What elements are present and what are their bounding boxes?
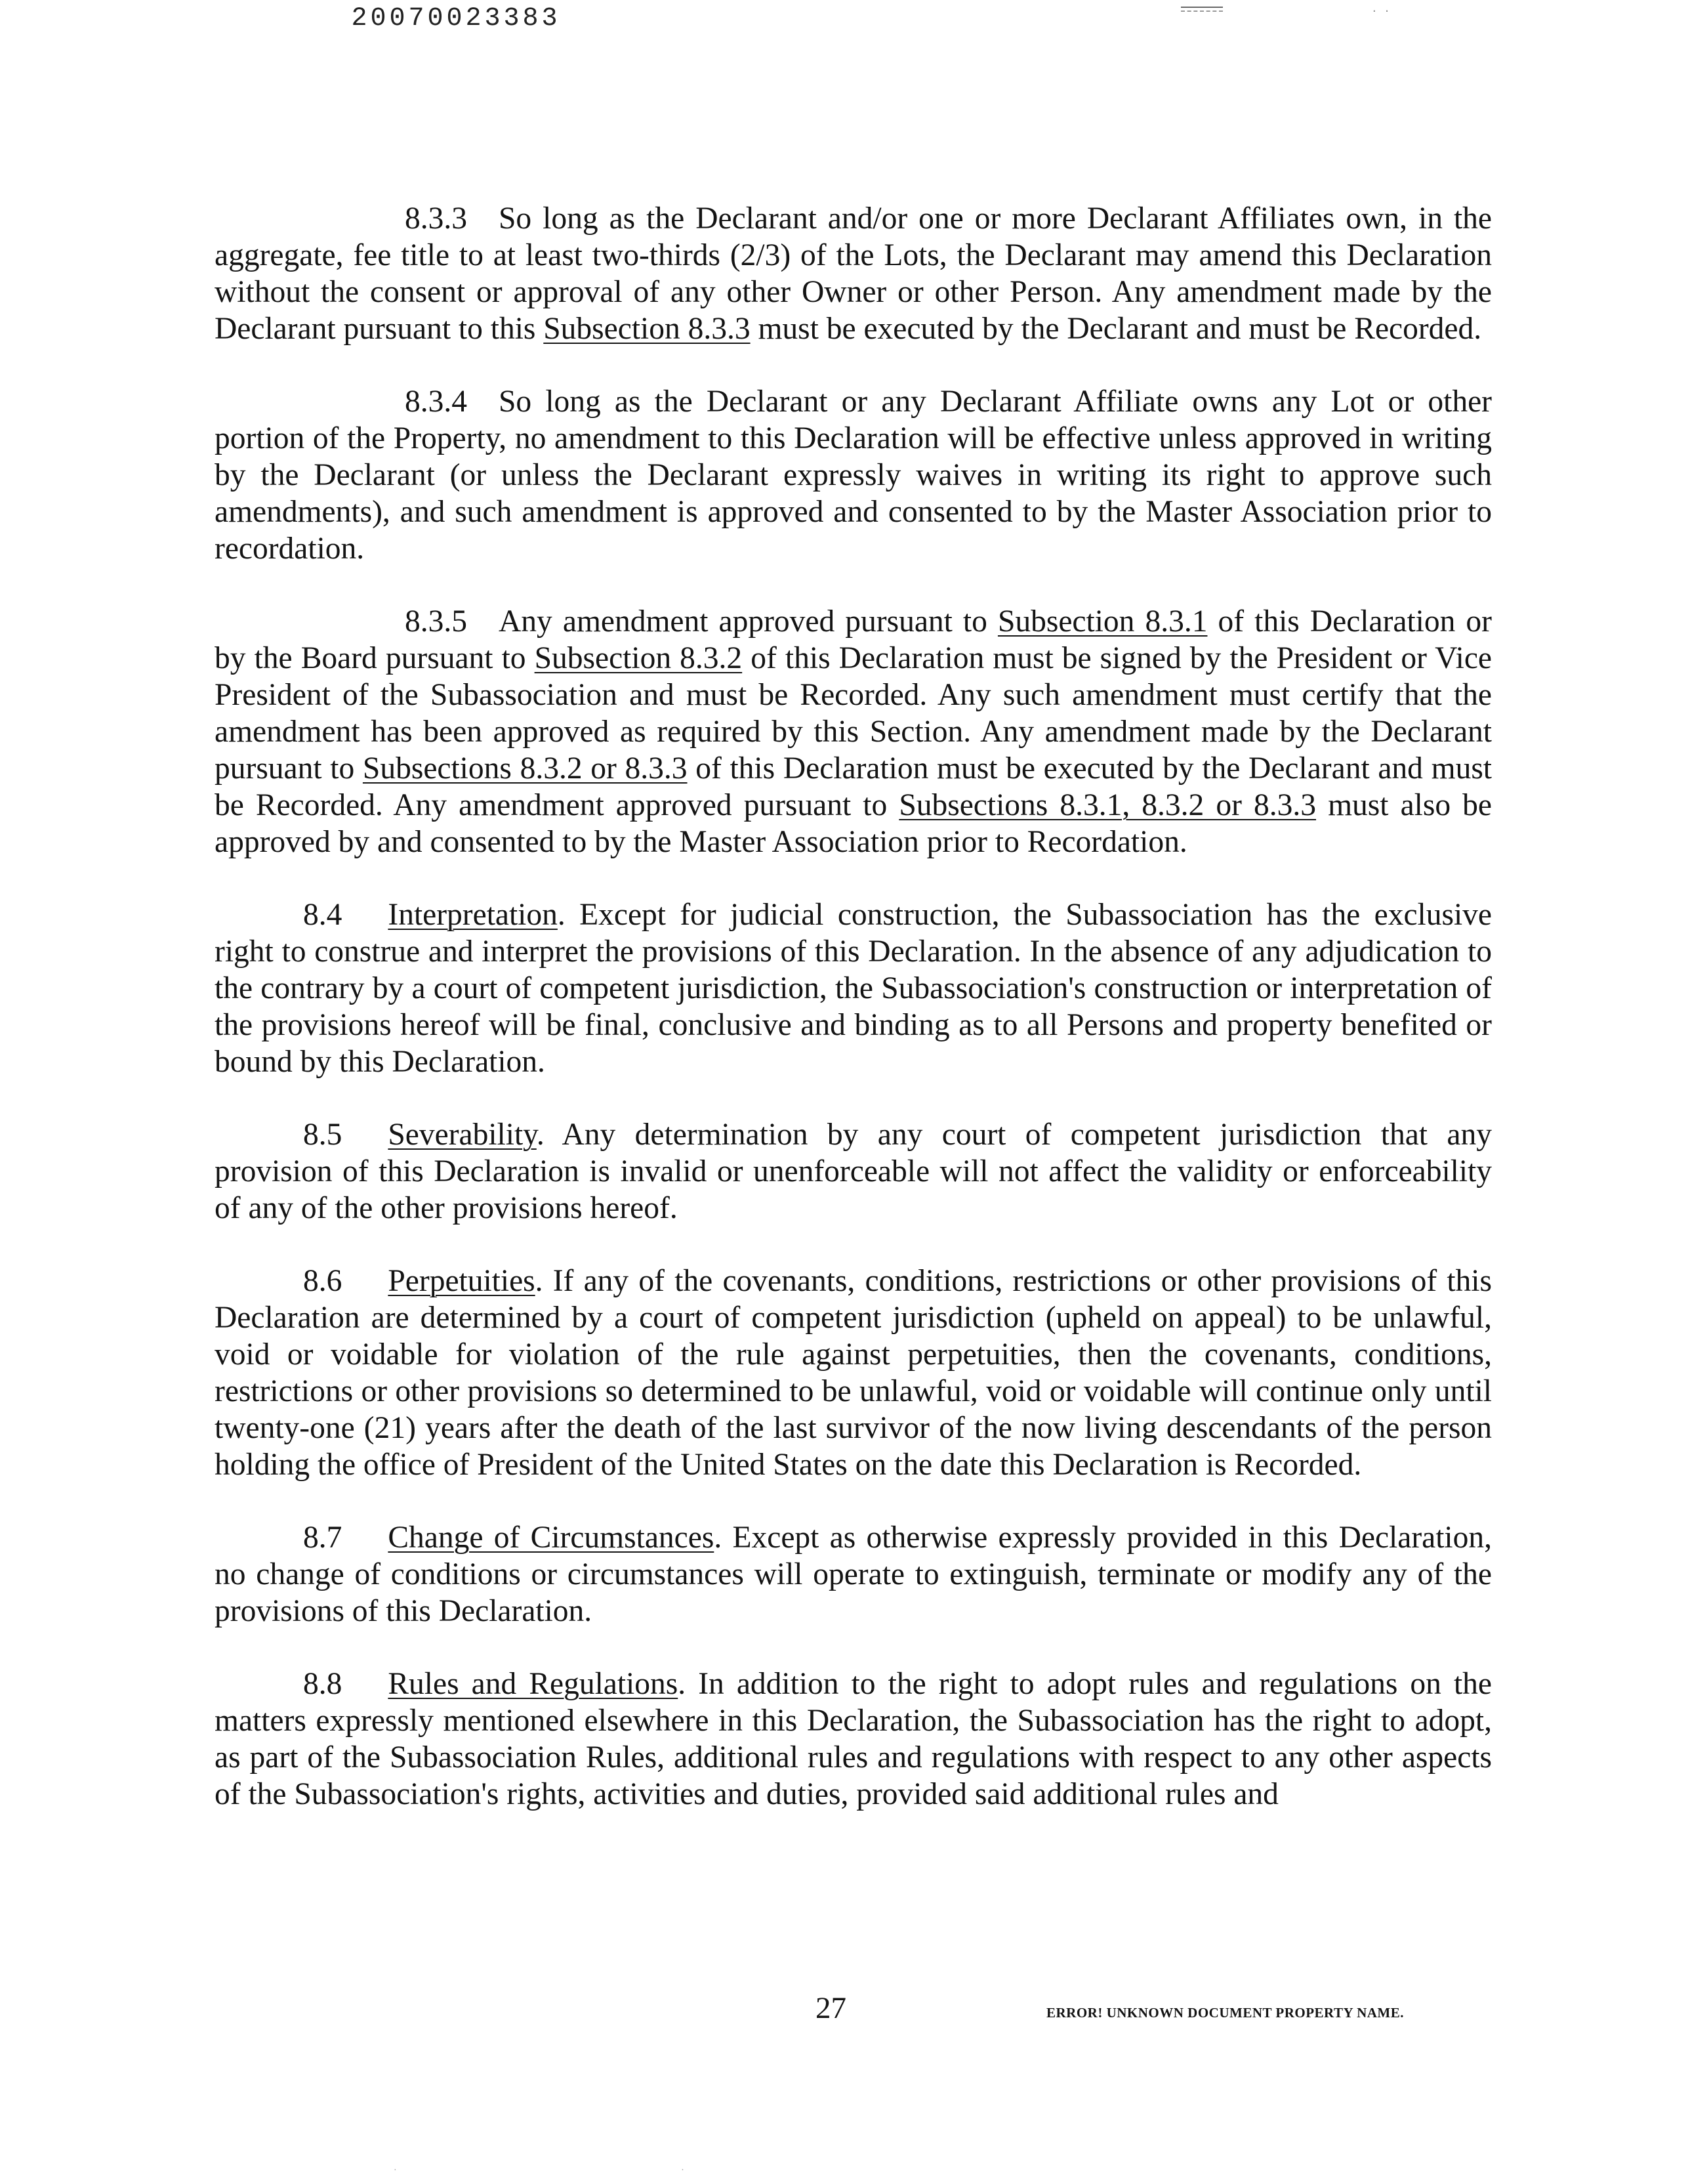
- paragraph-text: must also be approved by and consented to by the Master Association prior to Recordation.: [215, 788, 1492, 859]
- cross-reference: Subsection 8.3.3: [543, 312, 751, 346]
- scan-artifact-dots: · ·: [1371, 5, 1390, 17]
- page-number: 27: [815, 1991, 846, 2025]
- section-number: 8.7: [303, 1521, 342, 1555]
- section-heading: Perpetuities: [388, 1264, 535, 1298]
- paragraph-8-3-3: [215, 200, 1492, 347]
- cross-reference: Subsection 8.3.1: [997, 604, 1208, 639]
- paragraph-8-4: [215, 896, 1492, 1080]
- cross-reference: Subsection 8.3.2: [534, 641, 743, 675]
- section-heading: Severability: [388, 1118, 537, 1152]
- paragraph-text: . Except as otherwise expressly provided in this Declaration, no change of conditions or circumstances will operate to extinguish, terminate or modify any of the provisions of this Declaration.: [215, 1521, 1493, 1628]
- scan-artifact-mark: [1181, 7, 1223, 12]
- paragraph-8-3-4: [215, 383, 1492, 567]
- paragraph-text: must be executed by the Declarant and must be Recorded.: [750, 312, 1482, 346]
- paragraph-8-8: [215, 1666, 1492, 1813]
- section-number: 8.6: [303, 1264, 342, 1298]
- paragraph-8-5: [215, 1116, 1492, 1227]
- section-heading: Change of Circumstances: [388, 1521, 714, 1555]
- paragraph-text: . Any determination by any court of competent jurisdiction that any provision of this Declaration is invalid or unenforceable will not affect the validity or enforceability of any of the other provisions hereof.: [215, 1118, 1492, 1225]
- paragraph-text: . In addition to the right to adopt rules and regulations on the matters expressly mentioned elsewhere in this Declaration, the Subassociation has the right to adopt, as part of the Subassociation Rules, additional rules and regulations with respect to any other aspects of the Subassociation's rights, activities and duties, provided said additional rules and: [215, 1667, 1492, 1811]
- paragraph-text: of this Declaration must be executed by the Declarant and must be Recorded. Any amendment approved pursuant to: [215, 751, 1492, 822]
- section-heading: Rules and Regulations: [388, 1667, 678, 1701]
- paragraph-text: of this Declaration must be signed by the President or Vice President of the Subassociation and must be Recorded. Any such amendment must certify that the amendment has been approved as required by this Section. Any amendment made by the Declarant pursuant to: [215, 641, 1492, 786]
- section-number: 8.4: [303, 898, 342, 932]
- cross-reference: Subsections 8.3.2 or 8.3.3: [362, 751, 688, 786]
- footer-error-text: ERROR! UNKNOWN DOCUMENT PROPERTY NAME.: [1046, 2005, 1405, 2021]
- document-body: [215, 200, 1492, 1849]
- scan-artifact-specks: · ·: [394, 2166, 684, 2175]
- section-number: 8.3.5: [405, 604, 467, 639]
- section-number: 8.3.3: [405, 201, 467, 236]
- paragraph-text: of this Declaration or by the Board pursuant to: [215, 604, 1493, 675]
- paragraph-text: . Except for judicial construction, the Subassociation has the exclusive right to construe and interpret the provisions of this Declaration. In the absence of any adjudication to the contrary by a court of competent jurisdiction, the Subassociation's construction or interpretation of the provisions hereof will be final, conclusive and binding as to all Persons and property benefited or bound by this Declaration.: [215, 898, 1492, 1079]
- paragraph-8-6: [215, 1263, 1492, 1483]
- section-number: 8.8: [303, 1667, 342, 1701]
- cross-reference: Subsections 8.3.1, 8.3.2 or 8.3.3: [899, 788, 1317, 822]
- paragraph-text: So long as the Declarant and/or one or more Declarant Affiliates own, in the aggregate, fee title to at least two-thirds (2/3) of the Lots, the Declarant may amend this Declaration without the consent or approval of any other Owner or other Person. Any amendment made by the Declarant pursuant to this: [215, 201, 1492, 346]
- section-number: 8.3.4: [405, 385, 467, 419]
- section-number: 8.5: [303, 1118, 342, 1152]
- paragraph-text: Any amendment approved pursuant to: [499, 604, 998, 639]
- paragraph-text: . If any of the covenants, conditions, restrictions or other provisions of this Declaration are determined by a court of competent jurisdiction (upheld on appeal) to be unlawful, void or voidable for violation of the rule against perpetuities, then the covenants, conditions, restrictions or other provisions so determined to be unlawful, void or voidable will continue only until twenty-one (21) years after the death of the last survivor of the now living descendants of the person holding the office of President of the United States on the date this Declaration is Recorded.: [215, 1264, 1492, 1482]
- document-number: 20070023383: [351, 4, 561, 33]
- section-heading: Interpretation: [388, 898, 558, 932]
- paragraph-8-7: [215, 1519, 1492, 1629]
- paragraph-8-3-5: [215, 603, 1492, 860]
- paragraph-text: So long as the Declarant or any Declarant Affiliate owns any Lot or other portion of the Property, no amendment to this Declaration will be effective unless approved in writing by the Declarant (or unless the Declarant expressly waives in writing its right to approve such amendments), and such amendment is approved and consented to by the Master Association prior to recordation.: [215, 385, 1492, 566]
